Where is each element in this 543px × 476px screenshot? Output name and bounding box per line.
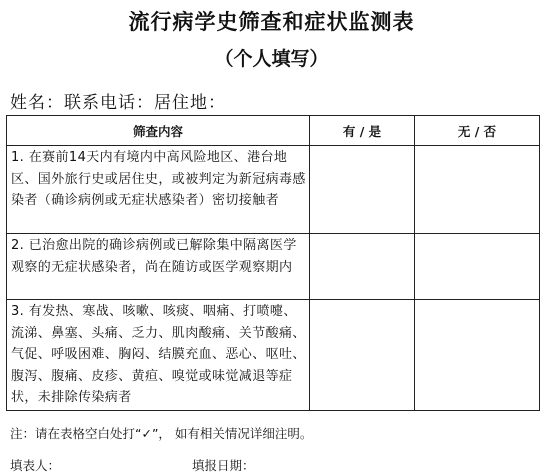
screening-item-2: 2. 已治愈出院的确诊病例或已解除集中隔离医学观察的无症状感染者，尚在随访或医学观察期内 (7, 234, 310, 300)
form-title: 流行病学史筛查和症状监测表 (128, 9, 415, 34)
table-header-row (7, 116, 540, 146)
instruction-note: 注：请在表格空白处打“✓”， 如有相关情况详细注明。 (10, 426, 313, 441)
yes-cell-2[interactable] (310, 234, 415, 300)
form-subtitle: （个人填写） (214, 48, 329, 70)
filler-label: 填表人： (10, 458, 61, 473)
screening-item-1: 1. 在赛前14天内有境内中高风险地区、港台地区、国外旅行史或居住史，或被判定为新冠病毒感染者（确诊病例或无症状感染者）密切接触者 (7, 146, 310, 234)
table-row (7, 300, 540, 411)
table-row (7, 146, 540, 234)
header-yes: 有 / 是 (310, 116, 415, 146)
header-no: 无 / 否 (415, 116, 540, 146)
no-cell-2[interactable] (415, 234, 540, 300)
personal-info-line: 姓名：联系电话：居住地： (10, 93, 226, 113)
yes-cell-1[interactable] (310, 146, 415, 234)
screening-item-3: 3. 有发热、寒战、咳嗽、咳痰、咽痛、打喷嚏、流涕、鼻塞、头痛、乏力、肌肉酸痛、关节酸痛、气促、呼吸困难、胸闷、结膜充血、恶心、呕吐、腹泻、腹痛、皮疹、黄疸、嗅觉或味觉减退等症状，未排除传染病者 (7, 300, 310, 411)
date-label: 填报日期： (192, 458, 255, 473)
header-screening-content: 筛查内容 (7, 116, 310, 146)
screening-table (6, 115, 540, 411)
table-row (7, 234, 540, 300)
no-cell-1[interactable] (415, 146, 540, 234)
no-cell-3[interactable] (415, 300, 540, 411)
yes-cell-3[interactable] (310, 300, 415, 411)
